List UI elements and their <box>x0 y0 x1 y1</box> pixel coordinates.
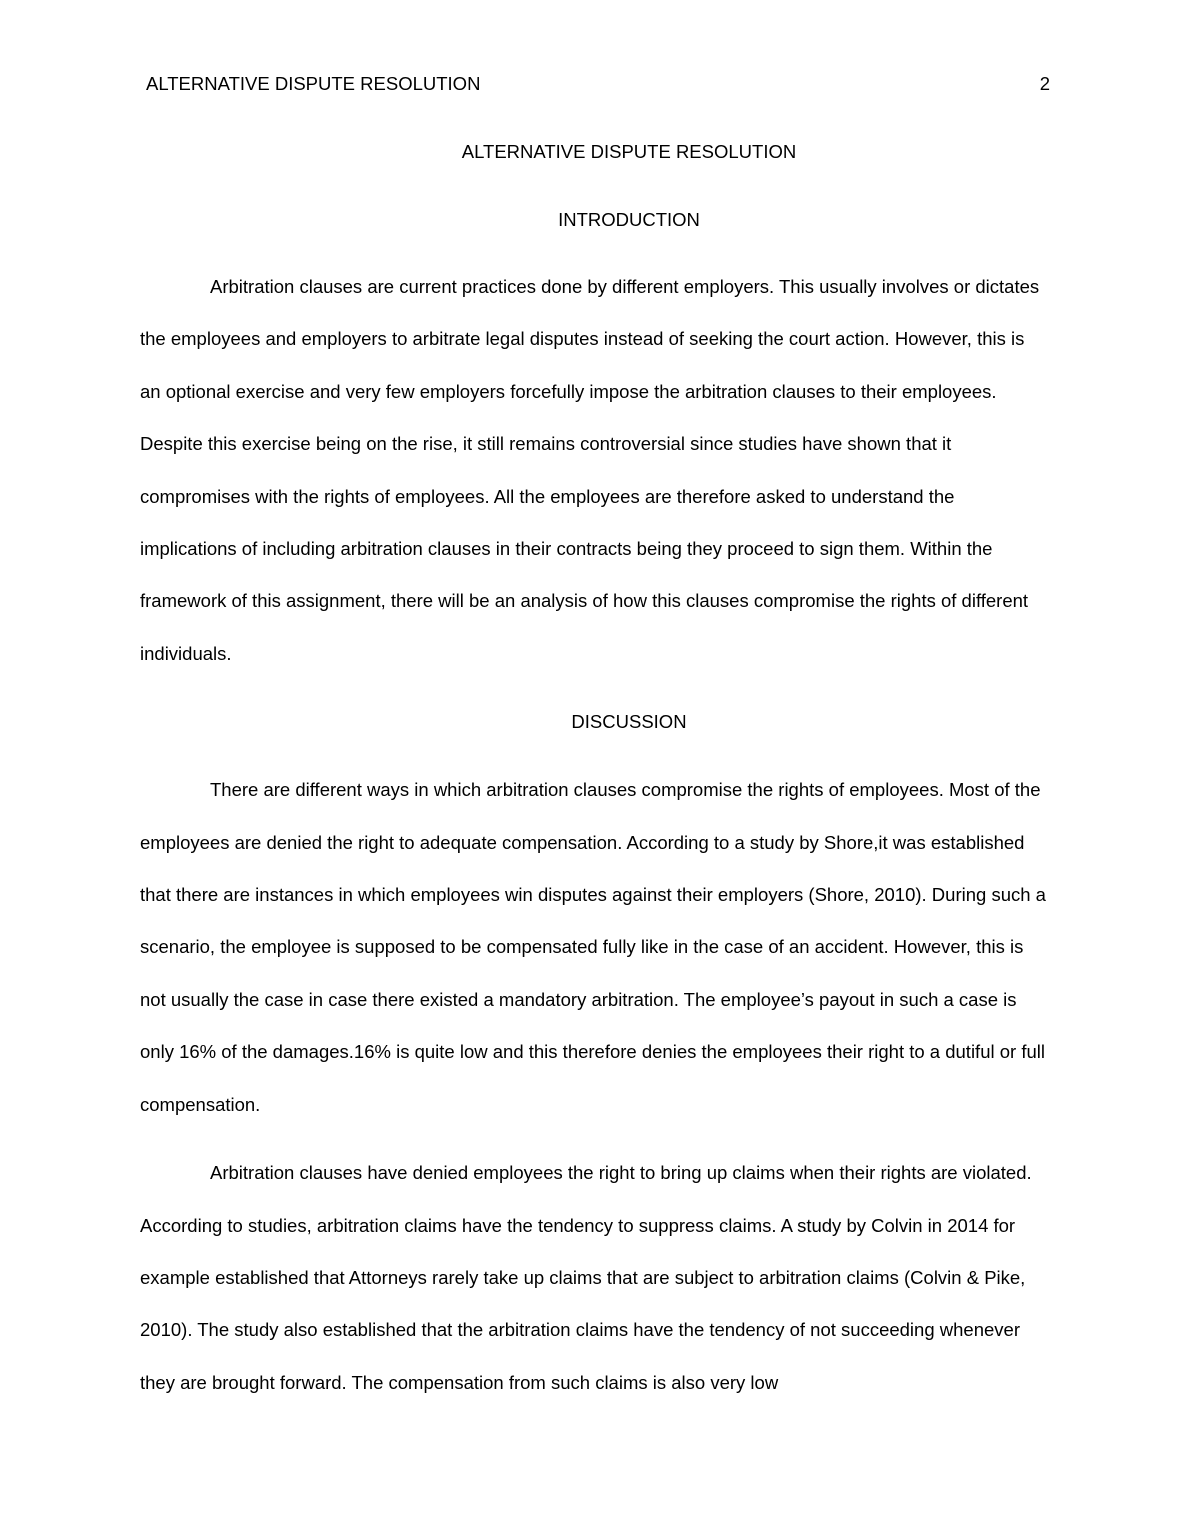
document-body <box>140 126 1050 1409</box>
introduction-heading: INTRODUCTION <box>558 209 700 230</box>
discussion-heading: DISCUSSION <box>571 711 687 733</box>
introduction-paragraph: Arbitration clauses are current practices done by different employers. This usually involves or dictates the employees and employers to arbitrate legal disputes instead of seeking the court action. However, this is an optional exercise and very few employers forcefully impose the arbitration clauses to their employees. Despite this exercise being on the rise, it still remains controversial since studies have shown that it compromises with the rights of employees. All the employees are therefore asked to understand the implications of including arbitration clauses in their contracts being they proceed to sign them. Within the framework of this assignment, there will be an analysis of how this clauses compromise the rights of different individuals. <box>140 276 1040 664</box>
running-head: ALTERNATIVE DISPUTE RESOLUTION <box>146 73 481 94</box>
discussion-paragraph-1: There are different ways in which arbitration clauses compromise the rights of employees. Most of the employees are denied the right to adequate compensation. According to a study by Shore,it was established that there are instances in which employees win disputes against their employers (Shore, 2010). During such a scenario, the employee is supposed to be compensated fully like in the case of an accident. However, this is not usually the case in case there existed a mandatory arbitration. The employee’s payout in such a case is only 16% of the damages.16% is quite low and this therefore denies the employees their right to a dutiful or full compensation. <box>140 779 1046 1115</box>
document-title: ALTERNATIVE DISPUTE RESOLUTION <box>461 141 797 162</box>
discussion-paragraph-2: Arbitration clauses have denied employees the right to bring up claims when their rights are violated. According to studies, arbitration claims have the tendency to suppress claims. A study by Colvin in 2014 for example established that Attorneys rarely take up claims that are subject to arbitration claims (Colvin & Pike, 2010). The study also established that the arbitration claims have the tendency of not succeeding whenever they are brought forward. The compensation from such claims is also very low <box>140 1162 1032 1393</box>
page-number: 2 <box>1039 73 1050 94</box>
